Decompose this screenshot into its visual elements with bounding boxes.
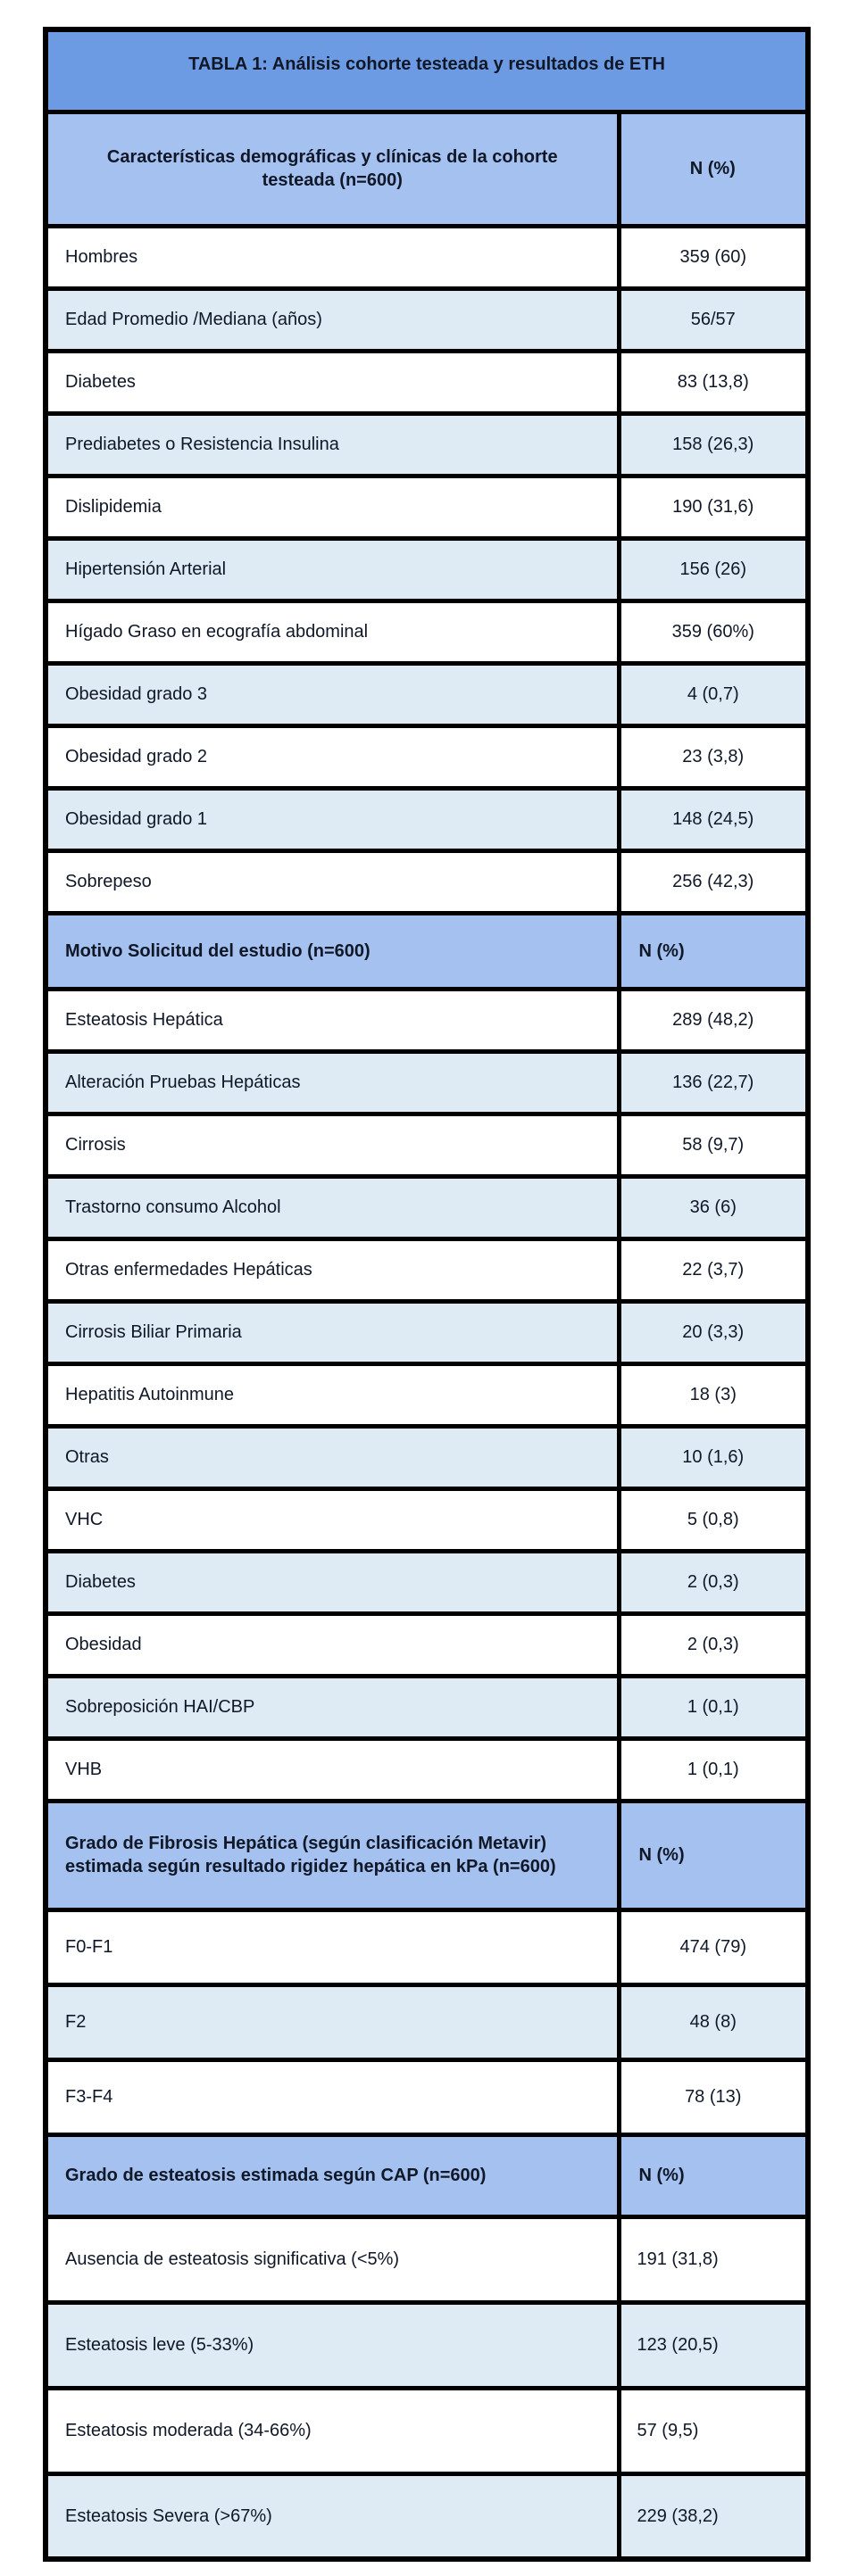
table-row (46, 226, 808, 288)
table-row (46, 725, 808, 788)
table-row (46, 2473, 808, 2559)
row-value: 48 (8) (619, 1984, 808, 2059)
table-row (46, 538, 808, 601)
row-value: 136 (22,7) (619, 1051, 808, 1114)
row-label: Obesidad grado 2 (46, 725, 619, 788)
row-label: Diabetes (46, 1551, 619, 1613)
section-header-row (46, 913, 808, 989)
table-row (46, 1114, 808, 1176)
table-row (46, 1909, 808, 1984)
row-value: 2 (0,3) (619, 1613, 808, 1676)
table-row (46, 2216, 808, 2302)
row-label: F2 (46, 1984, 619, 2059)
row-label: Cirrosis Biliar Primaria (46, 1301, 619, 1363)
row-label: Esteatosis Severa (>67%) (46, 2473, 619, 2559)
row-label: Edad Promedio /Mediana (años) (46, 288, 619, 351)
row-value: 190 (31,6) (619, 476, 808, 538)
table-row (46, 2302, 808, 2388)
row-label: Sobrepeso (46, 850, 619, 913)
table-title-row (46, 29, 808, 112)
row-label: VHC (46, 1488, 619, 1551)
section-header-row (46, 1801, 808, 1909)
table-row (46, 1738, 808, 1801)
row-label: Otras (46, 1426, 619, 1488)
row-label: Esteatosis moderada (34-66%) (46, 2388, 619, 2473)
row-label: VHB (46, 1738, 619, 1801)
table-row (46, 413, 808, 476)
row-value: 229 (38,2) (619, 2473, 808, 2559)
row-value: 18 (3) (619, 1363, 808, 1426)
row-value: 78 (13) (619, 2059, 808, 2134)
table-row (46, 351, 808, 413)
table-row (46, 1551, 808, 1613)
row-value: 5 (0,8) (619, 1488, 808, 1551)
table-row (46, 1363, 808, 1426)
row-label: Hombres (46, 226, 619, 288)
section-header-value: N (%) (619, 913, 808, 989)
table-row (46, 1676, 808, 1738)
row-value: 289 (48,2) (619, 989, 808, 1051)
section-header-row (46, 112, 808, 226)
row-label: Esteatosis Hepática (46, 989, 619, 1051)
table-row (46, 1051, 808, 1114)
row-value: 474 (79) (619, 1909, 808, 1984)
row-value: 4 (0,7) (619, 663, 808, 725)
table-title: TABLA 1: Análisis cohorte testeada y resultados de ETH (46, 29, 808, 112)
row-label: Hipertensión Arterial (46, 538, 619, 601)
table-row (46, 2388, 808, 2473)
row-value: 10 (1,6) (619, 1426, 808, 1488)
table-row (46, 663, 808, 725)
table-row (46, 1176, 808, 1238)
row-value: 123 (20,5) (619, 2302, 808, 2388)
row-value: 56/57 (619, 288, 808, 351)
row-value: 359 (60) (619, 226, 808, 288)
row-value: 1 (0,1) (619, 1738, 808, 1801)
table-row (46, 288, 808, 351)
section-header-value: N (%) (619, 1801, 808, 1909)
section-header-label: Grado de esteatosis estimada según CAP (n=600) (46, 2134, 619, 2216)
table-row (46, 476, 808, 538)
row-label: Obesidad grado 1 (46, 788, 619, 850)
row-value: 83 (13,8) (619, 351, 808, 413)
table-row (46, 601, 808, 663)
row-value: 191 (31,8) (619, 2216, 808, 2302)
table-row (46, 1301, 808, 1363)
row-value: 20 (3,3) (619, 1301, 808, 1363)
row-value: 22 (3,7) (619, 1238, 808, 1301)
table-row (46, 1238, 808, 1301)
row-value: 58 (9,7) (619, 1114, 808, 1176)
row-value: 359 (60%) (619, 601, 808, 663)
table-row (46, 1613, 808, 1676)
row-value: 2 (0,3) (619, 1551, 808, 1613)
table-row (46, 989, 808, 1051)
section-header-row (46, 2134, 808, 2216)
row-label: Obesidad grado 3 (46, 663, 619, 725)
row-value: 158 (26,3) (619, 413, 808, 476)
section-header-label: Grado de Fibrosis Hepática (según clasificación Metavir) estimada según resultado rigidez hepática en kPa (n=600) (46, 1801, 619, 1909)
row-value: 256 (42,3) (619, 850, 808, 913)
table-row (46, 1984, 808, 2059)
row-label: Cirrosis (46, 1114, 619, 1176)
row-label: Hepatitis Autoinmune (46, 1363, 619, 1426)
row-label: Obesidad (46, 1613, 619, 1676)
table-row (46, 850, 808, 913)
row-value: 148 (24,5) (619, 788, 808, 850)
table-row (46, 2059, 808, 2134)
results-table (43, 27, 811, 2562)
row-value: 57 (9,5) (619, 2388, 808, 2473)
row-value: 156 (26) (619, 538, 808, 601)
row-value: 23 (3,8) (619, 725, 808, 788)
row-value: 36 (6) (619, 1176, 808, 1238)
row-label: Otras enfermedades Hepáticas (46, 1238, 619, 1301)
row-label: Sobreposición HAI/CBP (46, 1676, 619, 1738)
table-body (46, 29, 808, 2559)
row-label: F3-F4 (46, 2059, 619, 2134)
section-header-value: N (%) (619, 112, 808, 226)
row-label: Esteatosis leve (5-33%) (46, 2302, 619, 2388)
row-label: Diabetes (46, 351, 619, 413)
section-header-label: Motivo Solicitud del estudio (n=600) (46, 913, 619, 989)
row-value: 1 (0,1) (619, 1676, 808, 1738)
row-label: Hígado Graso en ecografía abdominal (46, 601, 619, 663)
row-label: Prediabetes o Resistencia Insulina (46, 413, 619, 476)
table-row (46, 1426, 808, 1488)
section-header-label: Características demográficas y clínicas de la cohorte testeada (n=600) (46, 112, 619, 226)
row-label: Dislipidemia (46, 476, 619, 538)
table-row (46, 1488, 808, 1551)
row-label: F0-F1 (46, 1909, 619, 1984)
table-row (46, 788, 808, 850)
row-label: Ausencia de esteatosis significativa (<5%) (46, 2216, 619, 2302)
section-header-value: N (%) (619, 2134, 808, 2216)
row-label: Alteración Pruebas Hepáticas (46, 1051, 619, 1114)
row-label: Trastorno consumo Alcohol (46, 1176, 619, 1238)
